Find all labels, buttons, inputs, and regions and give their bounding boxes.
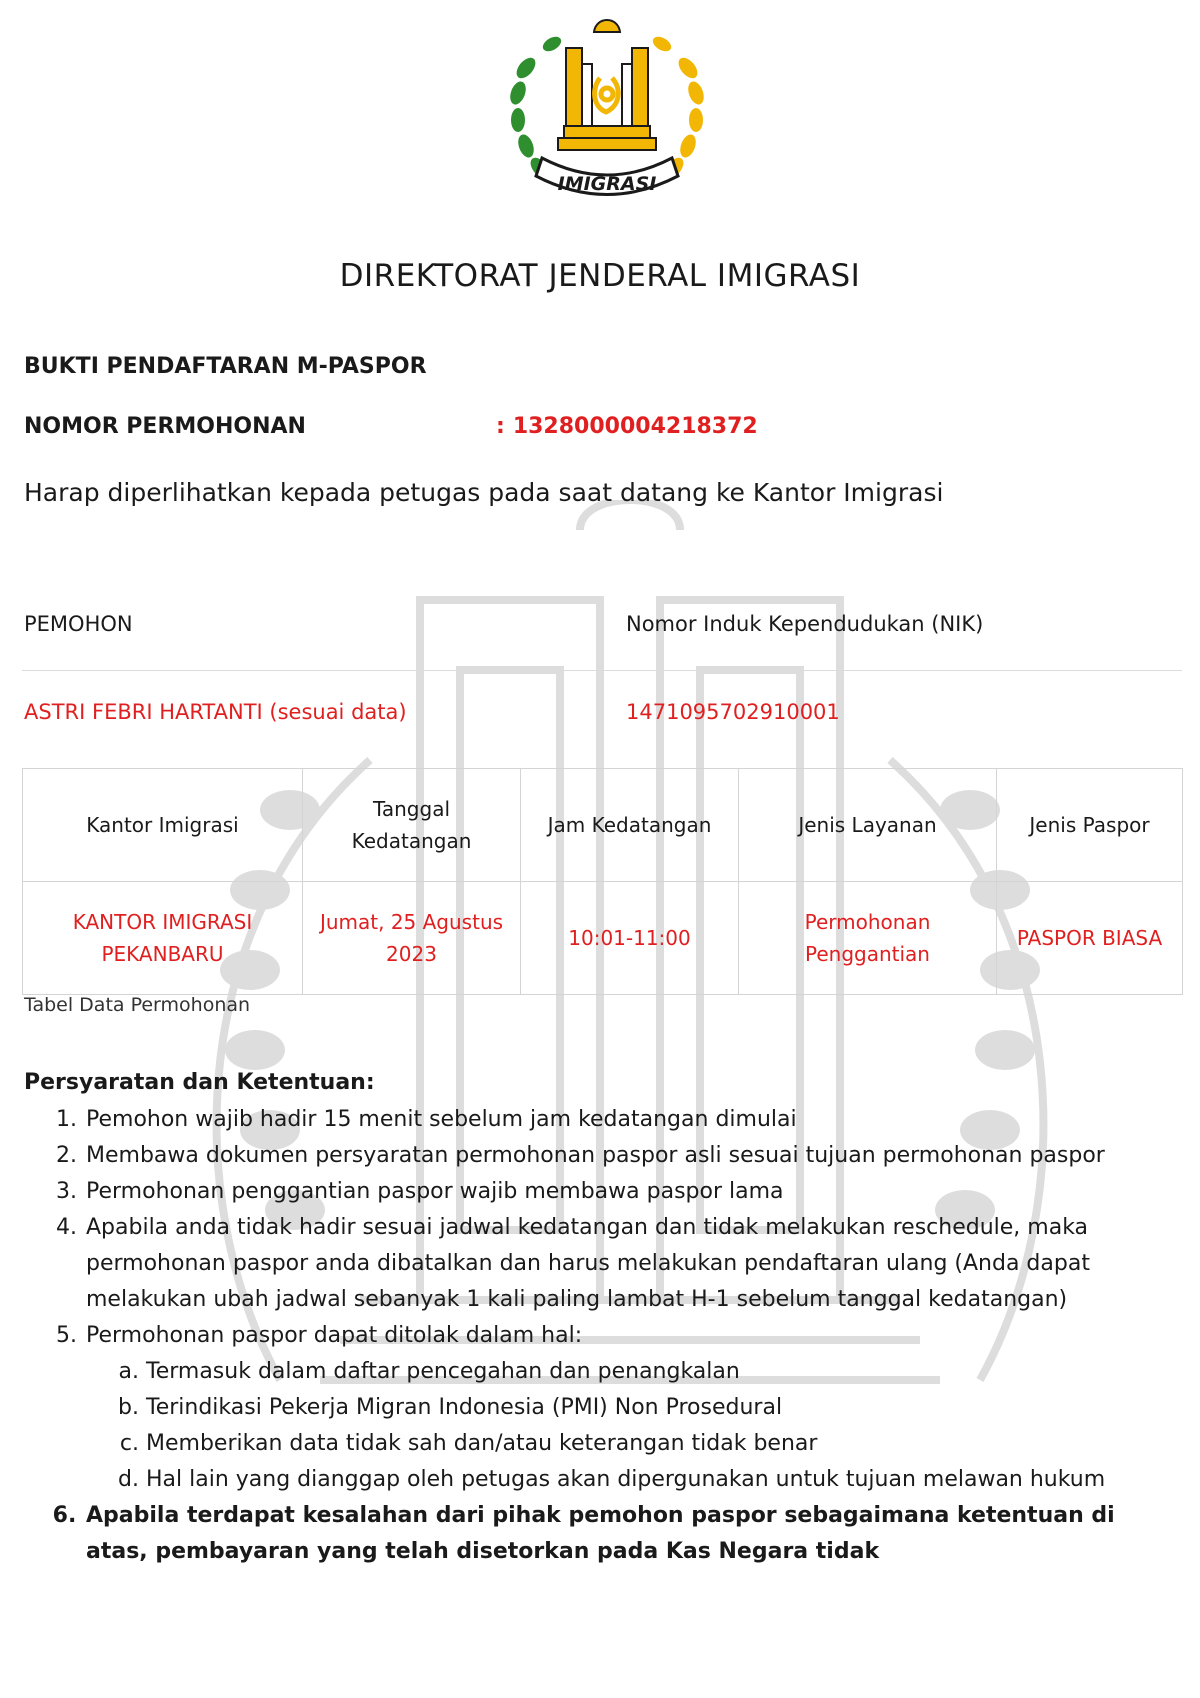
sub-list-item: c. Memberikan data tidak sah dan/atau keterangan tidak benar [146, 1426, 1174, 1462]
list-item-text: Permohonan paspor dapat ditolak dalam hal: [86, 1323, 583, 1348]
document-heading: BUKTI PENDAFTARAN M-PASPOR [24, 354, 427, 379]
table-cell-tanggal: Jumat, 25 Agustus 2023 [303, 882, 521, 995]
nomor-permohonan-value-row [496, 414, 758, 439]
sub-list-item: b. Terindikasi Pekerja Migran Indonesia (PMI) Non Prosedural [146, 1390, 1174, 1426]
nomor-separator: : [496, 414, 505, 439]
page-title: DIREKTORAT JENDERAL IMIGRASI [339, 258, 861, 294]
nik-value: 1471095702910001 [626, 700, 840, 724]
table-cell-layanan: Permohonan Penggantian [739, 882, 997, 995]
table-cell-paspor: PASPOR BIASA [997, 882, 1183, 995]
nik-label: Nomor Induk Kependudukan (NIK) [626, 612, 984, 636]
table-header-cell: Jam Kedatangan [521, 769, 739, 882]
pemohon-label: PEMOHON [24, 612, 133, 636]
table-cell-jam: 10:01-11:00 [521, 882, 739, 995]
table-header-row [23, 769, 1183, 882]
sub-list-item: d. Hal lain yang dianggap oleh petugas akan dipergunakan untuk tujuan melawan hukum [146, 1462, 1174, 1498]
table-header-cell: Jenis Paspor [997, 769, 1183, 882]
nomor-permohonan-value: 1328000004218372 [512, 414, 758, 439]
table-header-cell: Tanggal Kedatangan [303, 769, 521, 882]
list-item [84, 1318, 1174, 1498]
table-header-cell: Kantor Imigrasi [23, 769, 303, 882]
table-caption: Tabel Data Permohonan [24, 994, 251, 1016]
requirements-list [84, 1102, 1174, 1570]
requirements-title: Persyaratan dan Ketentuan: [24, 1070, 375, 1095]
application-table [22, 768, 1183, 995]
list-item: 1. Pemohon wajib hadir 15 menit sebelum jam kedatangan dimulai [84, 1102, 1174, 1138]
divider [22, 670, 1182, 671]
sub-requirements-list [86, 1354, 1174, 1498]
table-cell-kantor: KANTOR IMIGRASI PEKANBARU [23, 882, 303, 995]
list-item: 6. Apabila terdapat kesalahan dari pihak pemohon paspor sebagaimana ketentuan di atas, pembayaran yang telah disetorkan pada Kas Negara tidak [84, 1498, 1174, 1570]
notice-text: Harap diperlihatkan kepada petugas pada saat datang ke Kantor Imigrasi [24, 478, 944, 507]
table-header-cell: Jenis Layanan [739, 769, 997, 882]
pemohon-name: ASTRI FEBRI HARTANTI (sesuai data) [24, 700, 407, 724]
table-row [23, 882, 1183, 995]
list-item: 4. Apabila anda tidak hadir sesuai jadwal kedatangan dan tidak melakukan reschedule, maka permohonan paspor anda dibatalkan dan harus melakukan pendaftaran ulang (Anda dapat melakukan ubah jadwal sebanyak 1 kali paling lambat H-1 sebelum tanggal kedatangan) [84, 1210, 1174, 1318]
list-item: 3. Permohonan penggantian paspor wajib membawa paspor lama [84, 1174, 1174, 1210]
list-item: 2. Membawa dokumen persyaratan permohonan paspor asli sesuai tujuan permohonan paspor [84, 1138, 1174, 1174]
logo-text: IMIGRASI [557, 173, 657, 195]
nomor-permohonan-label: NOMOR PERMOHONAN [24, 414, 306, 439]
sub-list-item: a. Termasuk dalam daftar pencegahan dan penangkalan [146, 1354, 1174, 1390]
imigrasi-logo [496, 8, 718, 220]
